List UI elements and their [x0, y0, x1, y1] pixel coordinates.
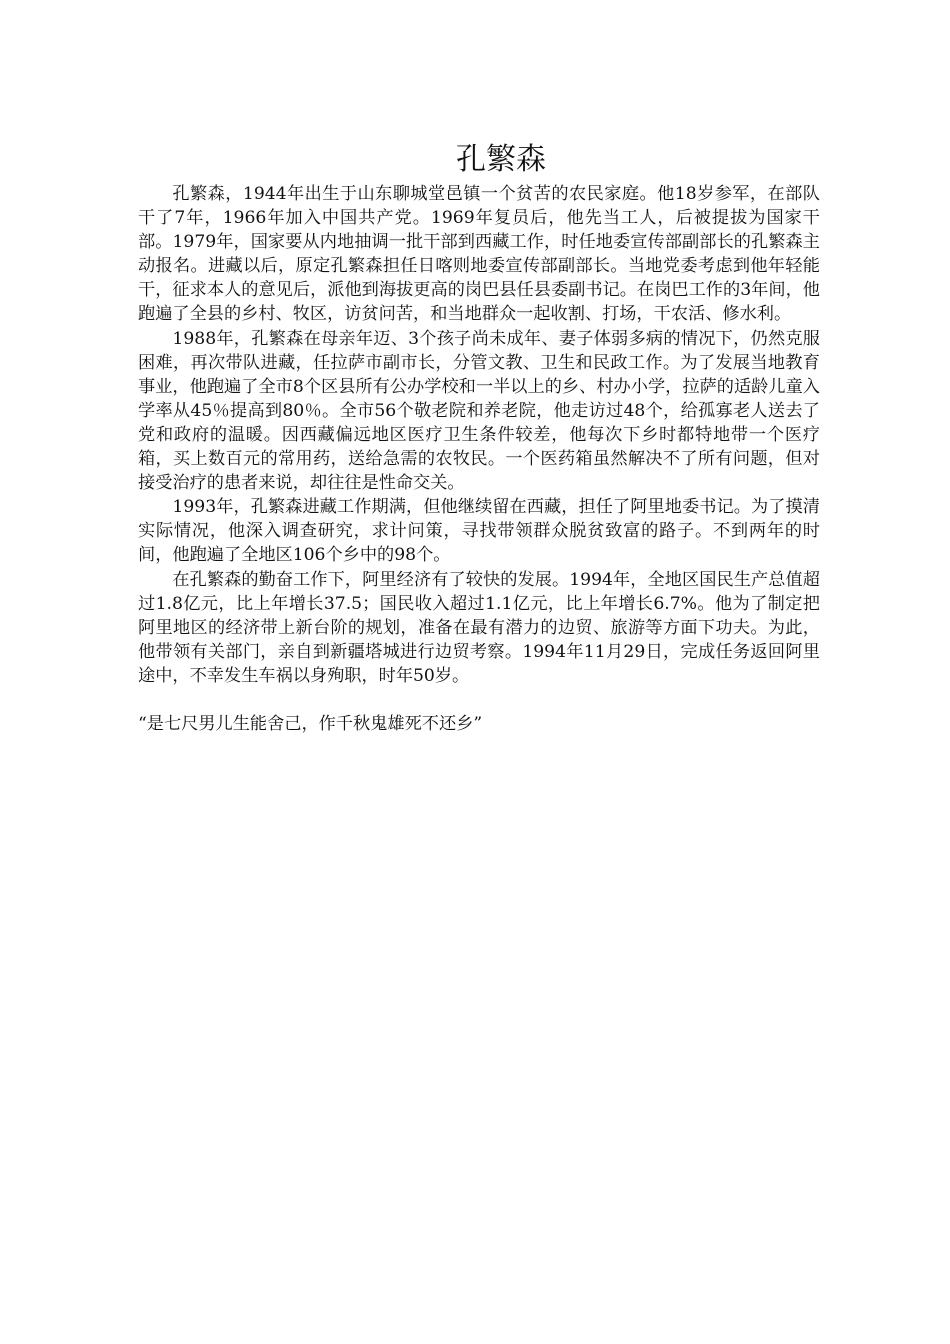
document-title: 孔繁森 [456, 142, 546, 177]
paragraph-2: 1988年，孔繁森在母亲年迈、3个孩子尚未成年、妻子体弱多病的情况下，仍然克服困难，再次带队进藏，任拉萨市副市长，分管文教、卫生和民政工作。为了发展当地教育事业，他跑遍了全市8个区县所有公办学校和一半以上的乡、村办小学，拉萨的适龄儿童入学率从45％提高到80％。全市56个敬老院和养老院，他走访过48个，给孤寡老人送去了党和政府的温暖。因西藏偏远地区医疗卫生条件较差，他每次下乡时都特地带一个医疗箱，买上数百元的常用药，送给急需的农牧民。一个医药箱虽然解决不了所有问题，但对接受治疗的患者来说，却往往是性命交关。 [138, 328, 820, 494]
document-page [138, 138, 820, 736]
closing-quote: “是七尺男儿生能舍己，作千秋鬼雄死不还乡” [138, 713, 483, 734]
paragraph-3: 1993年，孔繁森进藏工作期满，但他继续留在西藏，担任了阿里地委书记。为了摸清实际情况，他深入调查研究，求计问策，寻找带领群众脱贫致富的路子。不到两年的时间，他跑遍了全地区106个乡中的98个。 [138, 497, 820, 566]
paragraph-4: 在孔繁森的勤奋工作下，阿里经济有了较快的发展。1994年，全地区国民生产总值超过1.8亿元，比上年增长37.5；国民收入超过1.1亿元，比上年增长6.7%。他为了制定把阿里地区的经济带上新台阶的规划，准备在最有潜力的边贸、旅游等方面下功夫。为此，他带领有关部门，亲自到新疆塔城进行边贸考察。1994年11月29日，完成任务返回阿里途中，不幸发生车祸以身殉职，时年50岁。 [138, 569, 820, 686]
paragraph-1: 孔繁森，1944年出生于山东聊城堂邑镇一个贫苦的农民家庭。他18岁参军，在部队干了7年，1966年加入中国共产党。1969年复员后，他先当工人，后被提拔为国家干部。1979年，国家要从内地抽调一批干部到西藏工作，时任地委宣传部副部长的孔繁森主动报名。进藏以后，原定孔繁森担任日喀则地委宣传部副部长。当地党委考虑到他年轻能干，征求本人的意见后，派他到海拔更高的岗巴县任县委副书记。在岗巴工作的3年间，他跑遍了全县的乡村、牧区，访贫问苦，和当地群众一起收割、打场，干农活、修水利。 [138, 184, 820, 325]
document-body [138, 182, 820, 688]
